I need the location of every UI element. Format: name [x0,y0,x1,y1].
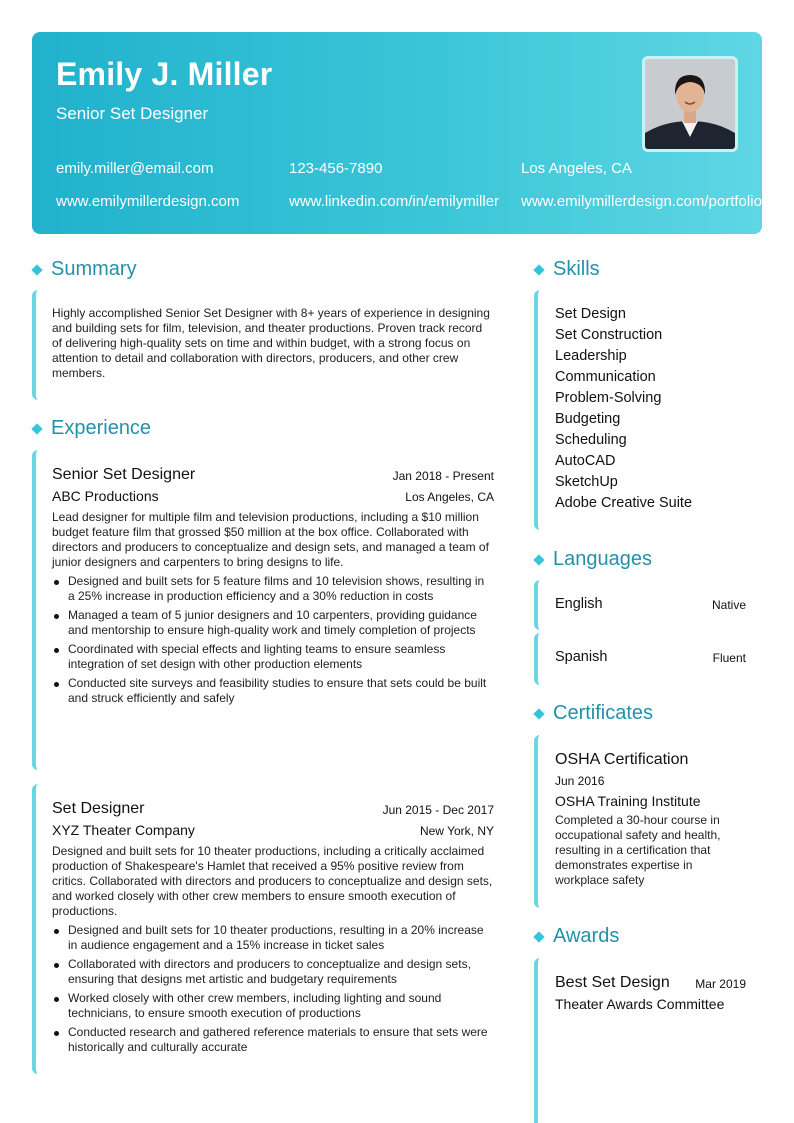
skills-heading-text: Skills [553,258,600,280]
award-name: Best Set Design [555,974,670,991]
skill-item: Communication [555,369,656,385]
achievement-item: Coordinated with special effects and lighting teams to ensure seamless integration of set design with other production elements [52,642,494,672]
job-entry [32,784,502,1074]
certificate-description: Completed a 30-hour course in occupational safety and health, resulting in a certification that demonstrates expertise in workplace safety [555,813,721,887]
diamond-bullet-icon [533,264,544,275]
skill-item: Adobe Creative Suite [555,495,693,511]
summary-text: Highly accomplished Senior Set Designer with 8+ years of experience in designing and building sets for film, television, and theater productions. Proven track record of delivering high-quality sets on time and within budget, with a strong focus on attention to detail and collaboration with directors, producers, and other crew members. [52,306,490,380]
candidate-name: Emily J. Miller [56,56,273,92]
profile-photo [642,56,738,152]
achievement-item: Conducted site surveys and feasibility studies to ensure that sets could be built and struck efficiently and safely [52,676,494,706]
job-description: Designed and built sets for 10 theater productions, including a critically acclaimed production of Shakespeare's Hamlet that received a 95% positive review from critics. Collaborated with directors and producers to conceptualize and design sets, and worked closely with other crew members to ensure smooth execution of productions. [52,844,493,918]
job-company: ABC Productions [52,488,159,504]
job-title: Set Designer [52,800,145,817]
achievement-item: Designed and built sets for 5 feature films and 10 television shows, resulting in a 25% increase in production efficiency and a 30% reduction in costs [52,574,494,604]
award-date: Mar 2019 [695,977,746,991]
diamond-bullet-icon [31,264,42,275]
certificate-date: Jun 2016 [555,774,605,788]
skill-item: Set Design [555,306,626,322]
resume-header [32,32,762,234]
skill-item: Leadership [555,348,627,364]
job-title: Senior Set Designer [52,466,196,483]
achievement-item: Collaborated with directors and producers to conceptualize and design sets, ensuring that designs met artistic and budgetary requirements [52,957,494,987]
email-link[interactable]: emily.miller@email.com [56,160,214,177]
language-entry [534,633,746,685]
skill-item: Scheduling [555,432,627,448]
job-entry [32,450,502,770]
skill-item: Problem-Solving [555,390,662,406]
achievement-item: Worked closely with other crew members, including lighting and sound technicians, to ensure smooth execution of productions [52,991,494,1021]
skill-item: Set Construction [555,327,663,343]
job-dates: Jun 2015 - Dec 2017 [382,803,494,817]
job-achievements [52,574,494,706]
achievement-item: Conducted research and gathered reference materials to ensure that sets were historically and culturally accurate [52,1025,494,1055]
phone-number: 123-456-7890 [289,160,383,177]
website-link[interactable]: www.emilymillerdesign.com [56,193,240,210]
candidate-role: Senior Set Designer [56,104,209,123]
diamond-bullet-icon [533,708,544,719]
job-location: Los Angeles, CA [405,490,494,504]
skills-heading [534,258,600,281]
summary-block [32,290,502,400]
diamond-bullet-icon [533,931,544,942]
achievement-item: Managed a team of 5 junior designers and 10 carpenters, providing guidance and mentorship to ensure high-quality work and timely completion of projects [52,608,494,638]
achievement-item: Designed and built sets for 10 theater productions, resulting in a 20% increase in audience engagement and a 15% increase in ticket sales [52,923,494,953]
portfolio-link[interactable]: www.emilymillerdesign.com/portfolio [521,193,762,210]
linkedin-link[interactable]: www.linkedin.com/in/emilymiller [289,193,500,210]
experience-heading [32,417,151,440]
awards-heading [534,925,619,948]
skill-item: SketchUp [555,474,618,490]
languages-heading-text: Languages [553,548,652,570]
experience-heading-text: Experience [51,417,152,439]
diamond-bullet-icon [533,554,544,565]
skills-block [534,290,762,530]
certificate-name: OSHA Certification [555,751,689,768]
certificates-heading-text: Certificates [553,702,654,724]
summary-heading-text: Summary [51,258,137,280]
job-location: New York, NY [419,824,494,838]
awards-heading-text: Awards [553,925,620,947]
job-dates: Jan 2018 - Present [392,469,494,483]
diamond-bullet-icon [31,423,42,434]
summary-heading [32,258,137,281]
language-name: English [555,596,603,612]
language-name: Spanish [555,649,608,665]
certificates-heading [534,702,653,725]
certificate-issuer: OSHA Training Institute [555,793,701,809]
location-text: Los Angeles, CA [521,160,632,177]
language-entry [534,580,746,630]
languages-heading [534,548,652,571]
profile-photo-portrait [645,59,735,149]
job-company: XYZ Theater Company [52,822,195,838]
language-level: Fluent [712,651,746,665]
language-level: Native [711,598,746,612]
skill-item: Budgeting [555,411,621,427]
award-issuer: Theater Awards Committee [555,996,725,1012]
award-entry [534,958,746,1123]
certificate-entry [534,735,746,908]
job-achievements [52,923,494,1055]
job-description: Lead designer for multiple film and television productions, including a $10 million budget feature film that grossed $50 million at the box office. Collaborated with directors and producers to conceptualize and design sets, and managed a team of junior designers and carpenters to bring designs to life. [52,510,489,569]
skill-item: AutoCAD [555,453,616,469]
